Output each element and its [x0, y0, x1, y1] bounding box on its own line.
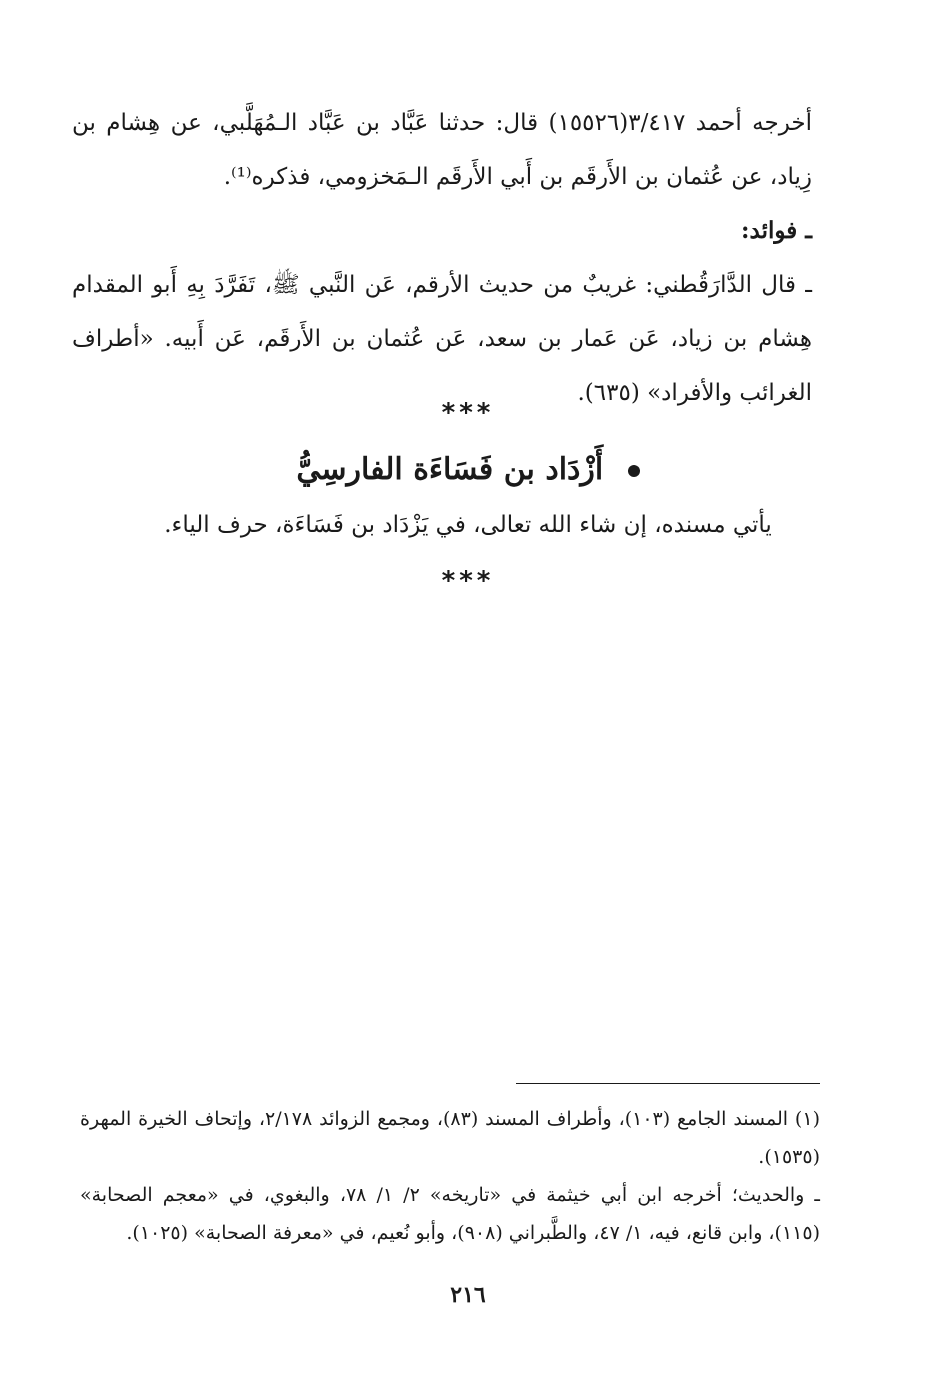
separator-stars-top: *** [441, 398, 495, 428]
separator-stars-bottom: *** [441, 566, 495, 596]
hadith-takhrij-paragraph: أخرجه أحمد ٣/٤١٧(١٥٥٢٦) قال: حدثنا عَبَّاد بن عَبَّاد الـمُهَلَّبي، عن هِشام بن زِياد، عن عُثمان بن الأَرقَم بن أَبي الأَرقَم الـمَخزومي، فذكره⁽¹⁾. [72, 110, 812, 190]
bullet-icon [628, 465, 640, 477]
fawaid-heading: ـ فوائد: [741, 217, 812, 244]
footnote-1: (١) المسند الجامع (١٠٣)، وأطراف المسند (٨٣)، ومجمع الزوائد ٢/١٧٨، وإتحاف الخيرة المهرة (١٥٣٥). [80, 1108, 820, 1168]
entry-cross-reference: يأتي مسنده، إن شاء الله تعالى، في يَزْدَاد بن فَسَاءَة، حرف الياء. [164, 512, 772, 538]
entry-title: أَزْدَاد بن فَسَاءَة الفارسِيُّ [296, 452, 604, 487]
footnotes [80, 1100, 820, 1252]
main-text [72, 96, 812, 420]
footnote-2: ـ والحديث؛ أخرجه ابن أبي خيثمة في «تاريخه» ٢/ ١/ ٧٨، والبغوي، في «معجم الصحابة» (١١٥)، وابن قانع، فيه، ١/ ٤٧، والطَّبراني (٩٠٨)، وأبو نُعيم، في «معرفة الصحابة» (١٠٢٥). [80, 1184, 820, 1244]
entry-heading [0, 452, 936, 487]
daraqutni-paragraph: ـ قال الدَّارَقُطني: غريبٌ من حديث الأرقم، عَن النَّبي ﷺ، تَفَرَّدَ بِهِ أَبو المقدام هِشام بن زياد، عَن عَمار بن سعد، عَن عُثمان بن الأَرقَم، عَن أَبيه. «أطراف الغرائب والأفراد» (٦٣٥). [72, 272, 812, 406]
page-number: ٢١٦ [450, 1282, 486, 1308]
footnote-divider [516, 1083, 820, 1084]
